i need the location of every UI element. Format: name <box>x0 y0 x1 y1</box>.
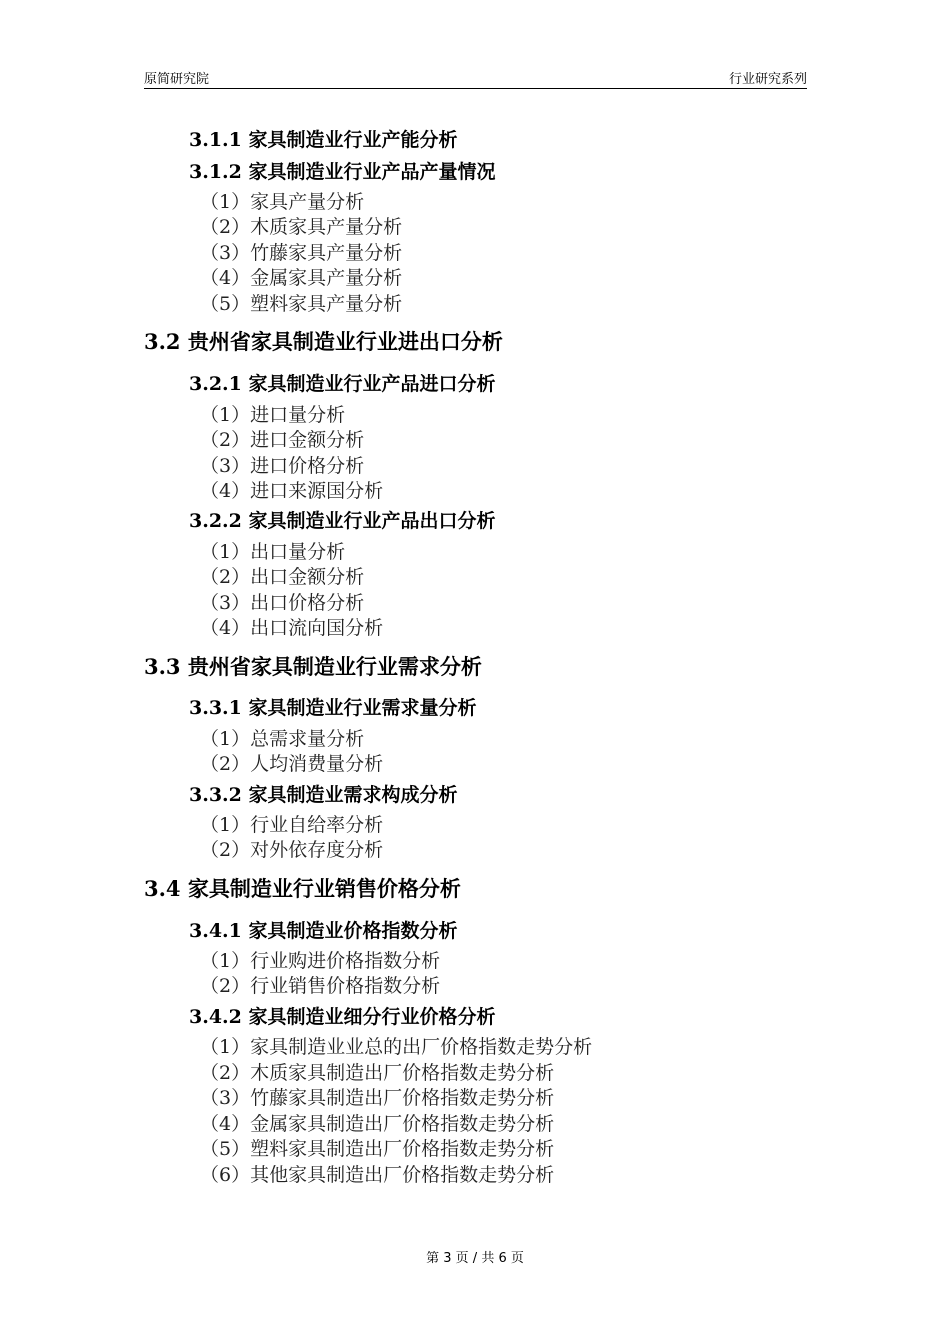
toc-list-item: （2）进口金额分析 <box>200 429 365 451</box>
toc-list-item: （2）木质家具产量分析 <box>200 216 403 238</box>
page-number: 第 3 页 / 共 6 页 <box>426 1251 524 1266</box>
toc-list-item: （4）金属家具产量分析 <box>200 267 403 289</box>
toc-list-item: （3）进口价格分析 <box>200 455 365 477</box>
toc-list-item: （3）出口价格分析 <box>200 592 365 614</box>
toc-list-item: （2）出口金额分析 <box>200 566 365 588</box>
toc-list-item: （1）行业购进价格指数分析 <box>200 950 441 972</box>
toc-subsection-heading: 3.4.2 家具制造业细分行业价格分析 <box>189 1006 496 1028</box>
toc-list-item: （1）进口量分析 <box>200 404 346 426</box>
toc-list-item: （4）出口流向国分析 <box>200 617 384 639</box>
toc-subsection-heading: 3.2.2 家具制造业行业产品出口分析 <box>189 510 496 532</box>
toc-list-item: （5）塑料家具制造出厂价格指数走势分析 <box>200 1138 555 1160</box>
toc-list-item: （1）行业自给率分析 <box>200 814 384 836</box>
toc-list-item: （2）对外依存度分析 <box>200 839 384 861</box>
toc-list-item: （3）竹藤家具产量分析 <box>200 242 403 264</box>
toc-list-item: （2）行业销售价格指数分析 <box>200 975 441 997</box>
toc-list-item: （4）金属家具制造出厂价格指数走势分析 <box>200 1113 555 1135</box>
toc-list-item: （2）人均消费量分析 <box>200 753 384 775</box>
toc-list-item: （3）竹藤家具制造出厂价格指数走势分析 <box>200 1087 555 1109</box>
toc-subsection-heading: 3.1.2 家具制造业行业产品产量情况 <box>189 161 496 183</box>
page-header <box>144 68 807 89</box>
header-series: 行业研究系列 <box>728 72 807 87</box>
toc-list-item: （1）总需求量分析 <box>200 728 365 750</box>
toc-list-item: （1）家具产量分析 <box>200 191 365 213</box>
toc-subsection-heading: 3.1.1 家具制造业行业产能分析 <box>189 129 458 151</box>
toc-list-item: （6）其他家具制造出厂价格指数走势分析 <box>200 1164 555 1186</box>
toc-section-heading: 3.3 贵州省家具制造业行业需求分析 <box>144 654 482 679</box>
toc-subsection-heading: 3.2.1 家具制造业行业产品进口分析 <box>189 373 496 395</box>
toc-list-item: （4）进口来源国分析 <box>200 480 384 502</box>
toc-list-item: （1）家具制造业业总的出厂价格指数走势分析 <box>200 1036 593 1058</box>
header-organization: 原简研究院 <box>144 72 210 87</box>
toc-subsection-heading: 3.3.2 家具制造业需求构成分析 <box>189 784 458 806</box>
toc-subsection-heading: 3.3.1 家具制造业行业需求量分析 <box>189 697 477 719</box>
toc-list-item: （2）木质家具制造出厂价格指数走势分析 <box>200 1062 555 1084</box>
toc-list-item: （1）出口量分析 <box>200 541 346 563</box>
page-footer <box>0 1247 950 1266</box>
toc-subsection-heading: 3.4.1 家具制造业价格指数分析 <box>189 920 458 942</box>
toc-list-item: （5）塑料家具产量分析 <box>200 293 403 315</box>
toc-section-heading: 3.2 贵州省家具制造业行业进出口分析 <box>144 329 503 354</box>
toc-section-heading: 3.4 家具制造业行业销售价格分析 <box>144 876 461 901</box>
